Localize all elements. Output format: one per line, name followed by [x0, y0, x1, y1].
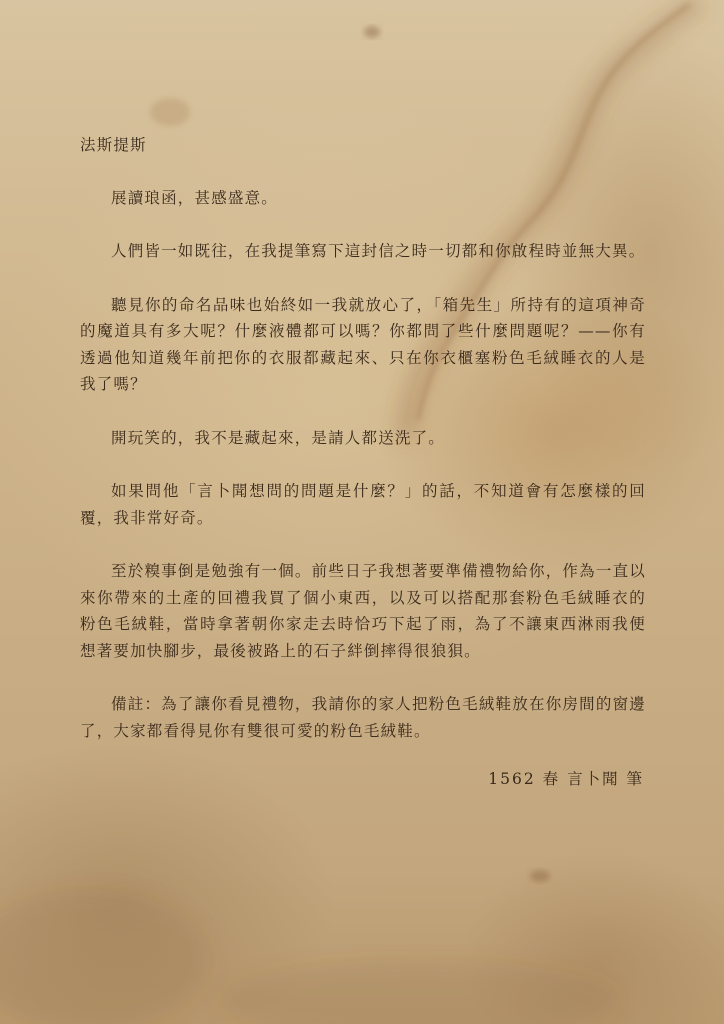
letter-paragraph-4: 開玩笑的，我不是藏起來，是請人都送洗了。 — [111, 428, 446, 447]
letter-paragraph-5: 如果問他「言卜聞想問的問題是什麼？」的話，不知道會有怎麼樣的回覆，我非常好奇。 — [80, 482, 646, 527]
letter-paragraph-2: 人們皆一如既往，在我提筆寫下這封信之時一切都和你啟程時並無大異。 — [111, 242, 646, 260]
letter-salutation: 法斯提斯 — [80, 136, 147, 154]
letter-paragraph-6: 至於糗事倒是勉強有一個。前些日子我想著要準備禮物給你，作為一直以來你帶來的土產的回禮我買了個小東西，以及可以搭配那套粉色毛絨睡衣的粉色毛絨鞋，當時拿著朝你家走去時恰巧下起了雨，為了不讓東西淋雨我便想著要加快腳步，最後被路上的石子絆倒摔得很狼狽。 — [80, 562, 646, 660]
letter-postscript: 備註：為了讓你看見禮物，我請你的家人把粉色毛絨鞋放在你房間的窗邊了，大家都看得見你有雙很可愛的粉色毛絨鞋。 — [80, 695, 646, 740]
letter-body — [80, 132, 646, 793]
letter-paragraph-3: 聽見你的命名品味也始終如一我就放心了，「箱先生」所持有的這項神奇的魔道具有多大呢？什麼液體都可以嗎？你都問了些什麼問題呢？——你有透過他知道幾年前把你的衣服都藏起來、只在你衣櫃塞粉色毛絨睡衣的人是我了嗎？ — [80, 295, 646, 393]
letter-paragraph-1: 展讀琅函，甚感盛意。 — [111, 188, 279, 207]
letter-signature: 1562 春 言卜聞 筆 — [488, 770, 644, 788]
